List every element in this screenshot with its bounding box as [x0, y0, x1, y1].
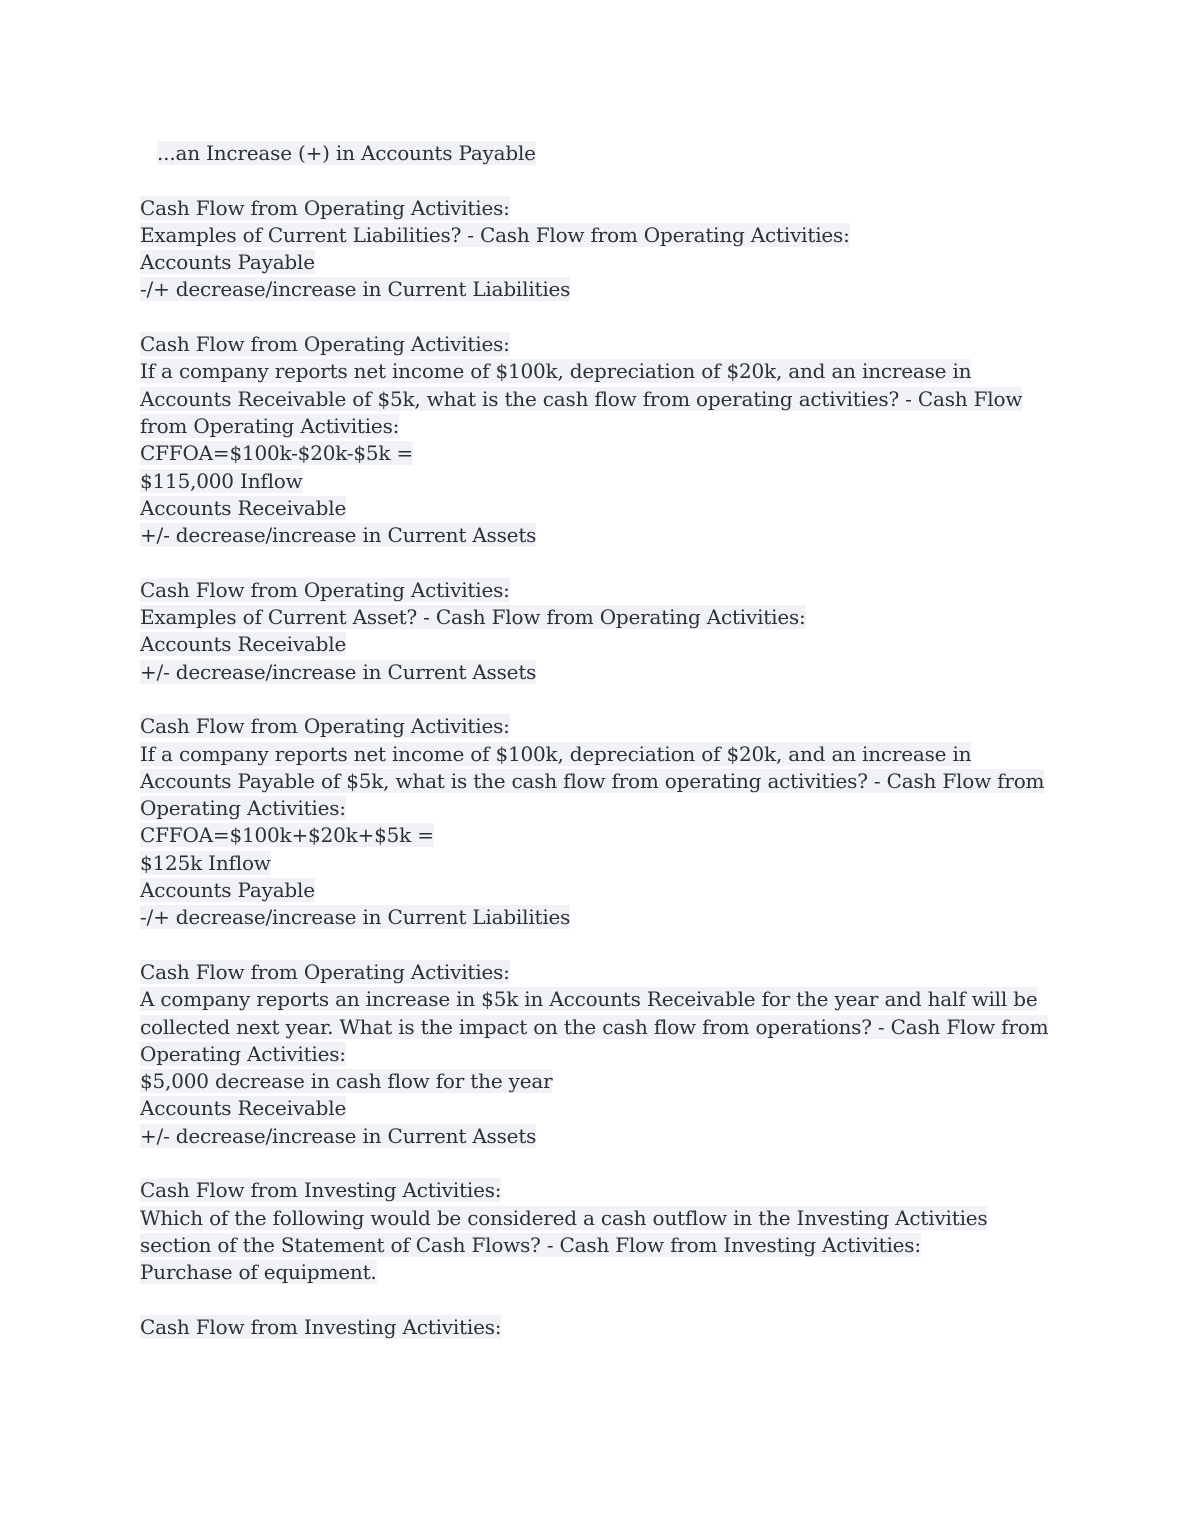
- question-line: If a company reports net income of $100k, depreciation of $20k, and an increase in: [140, 741, 972, 766]
- answer-line: $5,000 decrease in cash flow for the year: [140, 1069, 553, 1094]
- answer-line: Accounts Payable: [140, 250, 315, 275]
- text-block: [140, 195, 1040, 304]
- question-line: Examples of Current Liabilities? - Cash Flow from Operating Activities:: [140, 222, 850, 247]
- answer-line: +/- decrease/increase in Current Assets: [140, 659, 537, 684]
- question-line: A company reports an increase in $5k in Accounts Receivable for the year and half will be: [140, 987, 1038, 1012]
- answer-line: Purchase of equipment.: [140, 1260, 377, 1285]
- document-body: [140, 140, 1049, 1368]
- question-line: If a company reports net income of $100k, depreciation of $20k, and an increase in: [140, 359, 972, 384]
- text-block: [140, 331, 1040, 549]
- text-block: [140, 713, 1045, 931]
- section-heading: Cash Flow from Operating Activities:: [140, 577, 510, 602]
- text-line: ...an Increase (+) in Accounts Payable: [157, 141, 536, 165]
- answer-line: -/+ decrease/increase in Current Liabilities: [140, 905, 571, 930]
- question-line: Operating Activities:: [140, 1041, 346, 1066]
- answer-line: Accounts Receivable: [140, 1096, 347, 1121]
- question-line: Accounts Receivable of $5k, what is the cash flow from operating activities? - Cash Flow: [140, 386, 1023, 411]
- answer-line: Accounts Receivable: [140, 495, 347, 520]
- question-line: Examples of Current Asset? - Cash Flow from Operating Activities:: [140, 605, 806, 630]
- section-heading: Cash Flow from Operating Activities:: [140, 959, 510, 984]
- text-block: [140, 577, 1040, 686]
- text-block: [140, 959, 1049, 1150]
- answer-line: Accounts Payable: [140, 878, 315, 903]
- answer-line: CFFOA=$100k+$20k+$5k =: [140, 823, 434, 848]
- question-line: Accounts Payable of $5k, what is the cash flow from operating activities? - Cash Flow from: [140, 768, 1045, 793]
- question-line: from Operating Activities:: [140, 413, 400, 438]
- answer-line: Accounts Receivable: [140, 632, 347, 657]
- section-heading: Cash Flow from Operating Activities:: [140, 714, 510, 739]
- answer-line: +/- decrease/increase in Current Assets: [140, 1123, 537, 1148]
- section-heading: Cash Flow from Operating Activities:: [140, 332, 510, 357]
- section-heading: Cash Flow from Investing Activities:: [140, 1314, 502, 1339]
- question-line: Which of the following would be considered a cash outflow in the Investing Activities: [140, 1205, 988, 1230]
- text-block: [140, 1314, 1040, 1341]
- section-heading: Cash Flow from Investing Activities:: [140, 1178, 502, 1203]
- answer-line: $115,000 Inflow: [140, 468, 303, 493]
- answer-line: -/+ decrease/increase in Current Liabilities: [140, 277, 571, 302]
- answer-line: +/- decrease/increase in Current Assets: [140, 523, 537, 548]
- question-line: collected next year. What is the impact on the cash flow from operations? - Cash Flow from: [140, 1014, 1049, 1039]
- question-line: Operating Activities:: [140, 796, 346, 821]
- answer-line: CFFOA=$100k-$20k-$5k =: [140, 441, 414, 466]
- answer-line: $125k Inflow: [140, 850, 271, 875]
- text-block: [140, 140, 1040, 167]
- text-block: [140, 1177, 1040, 1286]
- question-line: section of the Statement of Cash Flows? - Cash Flow from Investing Activities:: [140, 1232, 921, 1257]
- section-heading: Cash Flow from Operating Activities:: [140, 195, 510, 220]
